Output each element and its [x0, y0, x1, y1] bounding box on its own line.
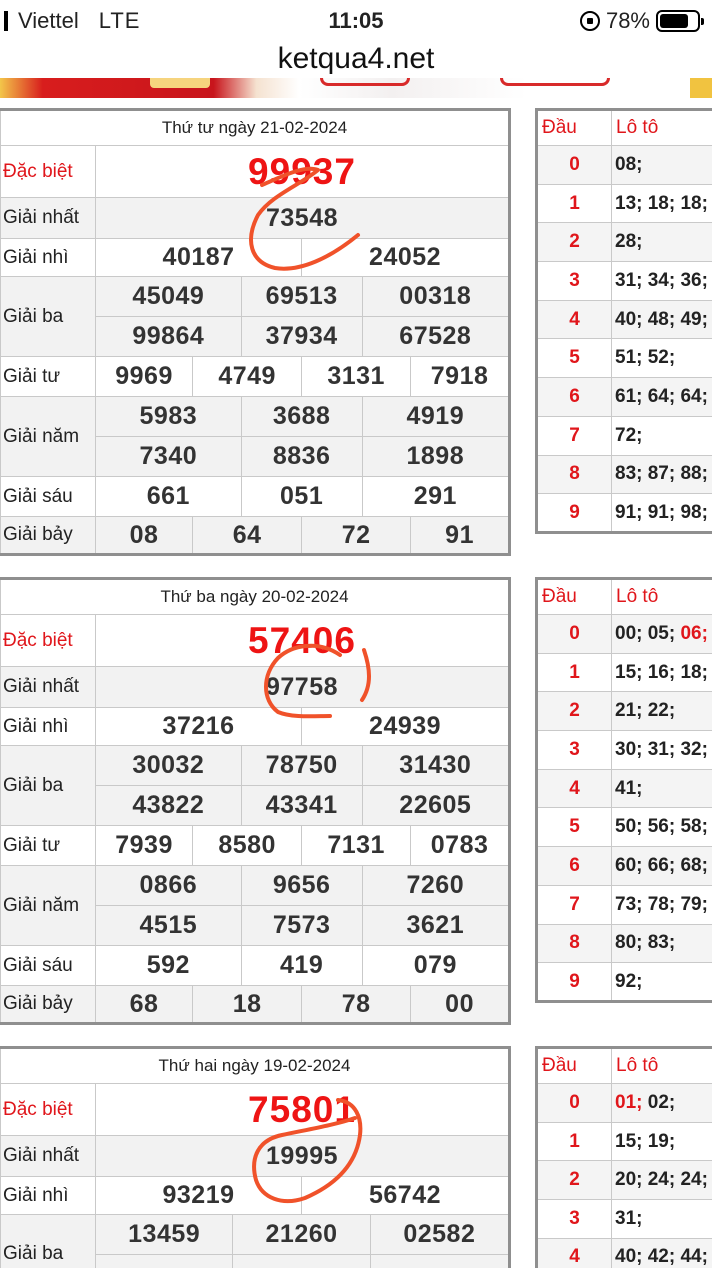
status-right — [580, 8, 700, 34]
loto-row — [537, 1161, 712, 1200]
loto-header: Lô tô — [612, 1048, 712, 1084]
loto-values — [612, 1238, 712, 1268]
dau-digit: 8 — [537, 924, 612, 963]
fifth-prize: 5983 — [96, 397, 242, 437]
fifth-prize: 0866 — [96, 866, 242, 906]
fourth-prize: 0783 — [411, 826, 510, 866]
loto-row — [537, 223, 712, 262]
loto-row — [537, 885, 712, 924]
third-prize: 30032 — [96, 746, 242, 786]
dau-digit: 1 — [537, 1122, 612, 1161]
third-prize: 22605 — [362, 786, 509, 826]
loto-row — [537, 731, 712, 770]
fifth-prize: 4515 — [96, 906, 242, 946]
fifth-prize: 9656 — [241, 866, 362, 906]
fifth-prize: 1898 — [362, 437, 509, 477]
label-dac-biet: Đặc biệt — [1, 146, 96, 198]
loto-text: 61; 64; 64; — [615, 385, 708, 407]
seventh-prize: 00 — [411, 986, 510, 1024]
loto-values — [612, 378, 712, 417]
label-giai-bay: Giải bảy — [1, 986, 96, 1024]
dau-digit: 2 — [537, 692, 612, 731]
loto-values — [612, 184, 712, 223]
first-prize: 19995 — [96, 1136, 510, 1177]
loto-values — [612, 885, 712, 924]
loto-text: 80; 83; — [615, 932, 676, 954]
loto-values — [612, 146, 712, 185]
fourth-prize: 7939 — [96, 826, 193, 866]
loto-values — [612, 692, 712, 731]
loto-text: 31; — [615, 1207, 643, 1229]
third-prize: 45049 — [96, 277, 242, 317]
loto-text: 31; 34; 36; — [615, 269, 708, 291]
status-bar — [0, 0, 712, 42]
label-giai-sau: Giải sáu — [1, 477, 96, 517]
dau-digit: 4 — [537, 300, 612, 339]
third-prize: 78750 — [241, 746, 362, 786]
loto-table — [535, 1046, 712, 1268]
label-giai-nhi: Giải nhì — [1, 708, 96, 746]
battery-percent: 78% — [605, 8, 650, 33]
loto-values — [612, 963, 712, 1002]
sixth-prize: 291 — [362, 477, 509, 517]
second-prize: 24052 — [302, 239, 510, 277]
loto-row — [537, 692, 712, 731]
sixth-prize: 079 — [362, 946, 509, 986]
loto-text: 13; 18; 18; — [615, 192, 708, 214]
loto-text: 28; — [615, 231, 643, 253]
fourth-prize: 3131 — [302, 357, 411, 397]
fourth-prize: 8580 — [193, 826, 302, 866]
loto-row — [537, 300, 712, 339]
third-prize: 69513 — [241, 277, 362, 317]
dau-digit: 9 — [537, 494, 612, 533]
second-prize: 24939 — [302, 708, 510, 746]
carrier-name: Viettel — [18, 8, 79, 33]
dau-digit: 3 — [537, 731, 612, 770]
draw-date: Thứ ba ngày 20-02-2024 — [1, 579, 510, 615]
loto-row — [537, 769, 712, 808]
loto-text: 73; 78; 79; — [615, 893, 708, 915]
loto-row — [537, 494, 712, 533]
label-dac-biet: Đặc biệt — [1, 615, 96, 667]
dau-digit: 0 — [537, 615, 612, 654]
dau-digit: 5 — [537, 339, 612, 378]
loto-values — [612, 1084, 712, 1123]
seventh-prize: 91 — [411, 517, 510, 555]
loto-text: 72; — [615, 424, 643, 446]
third-prize: 21260 — [233, 1215, 370, 1255]
loto-header: Lô tô — [612, 579, 712, 615]
result-block — [0, 577, 712, 1029]
loto-values — [612, 1200, 712, 1239]
label-giai-nhi: Giải nhì — [1, 1177, 96, 1215]
loto-text: 21; 22; — [615, 700, 676, 722]
loto-text: 91; 91; 98; — [615, 501, 708, 523]
dau-digit: 3 — [537, 1200, 612, 1239]
loto-values — [612, 615, 712, 654]
loto-text: 60; 66; 68; — [615, 854, 708, 876]
result-table — [0, 1046, 511, 1268]
loto-values — [612, 924, 712, 963]
third-prize: 31430 — [362, 746, 509, 786]
result-table — [0, 108, 511, 556]
dau-digit: 1 — [537, 184, 612, 223]
loto-row — [537, 262, 712, 301]
dau-header: Đầu — [537, 1048, 612, 1084]
second-prize: 93219 — [96, 1177, 302, 1215]
loto-values — [612, 455, 712, 494]
loto-header: Lô tô — [612, 110, 712, 146]
label-giai-nhi: Giải nhì — [1, 239, 96, 277]
second-prize: 56742 — [302, 1177, 510, 1215]
loto-row — [537, 1122, 712, 1161]
second-prize: 37216 — [96, 708, 302, 746]
dau-digit: 2 — [537, 1161, 612, 1200]
third-prize: 99864 — [96, 317, 242, 357]
second-prize: 40187 — [96, 239, 302, 277]
seventh-prize: 72 — [302, 517, 411, 555]
loto-text: 08; — [615, 153, 643, 175]
label-giai-ba: Giải ba — [1, 1215, 96, 1268]
seventh-prize: 08 — [96, 517, 193, 555]
sixth-prize: 419 — [241, 946, 362, 986]
third-prize: 67528 — [362, 317, 509, 357]
third-prize: 02582 — [370, 1215, 509, 1255]
loto-table — [535, 577, 712, 1003]
fifth-prize: 7340 — [96, 437, 242, 477]
seventh-prize: 68 — [96, 986, 193, 1024]
rotation-lock-icon — [580, 11, 600, 31]
fifth-prize: 7573 — [241, 906, 362, 946]
fifth-prize: 3688 — [241, 397, 362, 437]
loto-row — [537, 146, 712, 185]
loto-text: 15; 19; — [615, 1130, 676, 1152]
label-giai-nam: Giải năm — [1, 397, 96, 477]
dau-digit: 7 — [537, 885, 612, 924]
sixth-prize: 592 — [96, 946, 242, 986]
label-giai-nhat: Giải nhất — [1, 667, 96, 708]
dau-digit: 8 — [537, 455, 612, 494]
loto-row — [537, 847, 712, 886]
loto-values — [612, 1161, 712, 1200]
third-prize: 00318 — [362, 277, 509, 317]
loto-row — [537, 455, 712, 494]
dau-header: Đầu — [537, 110, 612, 146]
loto-row — [537, 1200, 712, 1239]
loto-text: 02; — [642, 1091, 676, 1113]
fifth-prize: 7260 — [362, 866, 509, 906]
loto-row — [537, 963, 712, 1002]
label-giai-nam: Giải năm — [1, 866, 96, 946]
loto-values — [612, 300, 712, 339]
dau-digit: 4 — [537, 769, 612, 808]
loto-row — [537, 924, 712, 963]
loto-text: 20; 24; 24; — [615, 1169, 708, 1191]
loto-values — [612, 223, 712, 262]
loto-row — [537, 808, 712, 847]
special-prize: 99937 — [96, 146, 510, 198]
loto-highlight: 06; — [680, 622, 708, 644]
dau-digit: 6 — [537, 847, 612, 886]
label-giai-ba: Giải ba — [1, 277, 96, 357]
result-block — [0, 1046, 712, 1268]
third-prize: 43341 — [241, 786, 362, 826]
dau-digit: 6 — [537, 378, 612, 417]
loto-text: 40; 42; 44; — [615, 1246, 708, 1268]
loto-row — [537, 378, 712, 417]
draw-date: Thứ hai ngày 19-02-2024 — [1, 1048, 510, 1084]
special-prize: 57406 — [96, 615, 510, 667]
loto-values — [612, 653, 712, 692]
dau-digit: 2 — [537, 223, 612, 262]
fourth-prize: 9969 — [96, 357, 193, 397]
loto-text: 30; 31; 32; — [615, 738, 708, 760]
loto-values — [612, 494, 712, 533]
dau-digit: 0 — [537, 1084, 612, 1123]
third-prize: 37934 — [241, 317, 362, 357]
loto-text: 40; 48; 49; — [615, 308, 708, 330]
loto-row — [537, 653, 712, 692]
loto-highlight: 01; — [615, 1091, 643, 1113]
loto-row — [537, 1238, 712, 1268]
special-prize: 75801 — [96, 1084, 510, 1136]
loto-values — [612, 1122, 712, 1161]
loto-table — [535, 108, 712, 534]
label-giai-ba: Giải ba — [1, 746, 96, 826]
loto-values — [612, 262, 712, 301]
loto-text: 83; 87; 88; — [615, 463, 708, 485]
network-type: LTE — [98, 8, 141, 33]
third-prize: 13459 — [96, 1215, 233, 1255]
ad-banner[interactable] — [0, 78, 712, 98]
url-bar[interactable]: ketqua4.net — [277, 42, 435, 75]
fourth-prize: 4749 — [193, 357, 302, 397]
dau-digit: 0 — [537, 146, 612, 185]
dau-digit: 7 — [537, 416, 612, 455]
battery-icon — [656, 10, 700, 32]
loto-values — [612, 808, 712, 847]
sixth-prize: 051 — [241, 477, 362, 517]
label-giai-nhat: Giải nhất — [1, 198, 96, 239]
dau-digit: 1 — [537, 653, 612, 692]
label-giai-bay: Giải bảy — [1, 517, 96, 555]
label-giai-tu: Giải tư — [1, 357, 96, 397]
loto-text: 41; — [615, 777, 643, 799]
label-giai-sau: Giải sáu — [1, 946, 96, 986]
result-table — [0, 577, 511, 1025]
loto-row — [537, 184, 712, 223]
result-block — [0, 108, 712, 560]
loto-values — [612, 847, 712, 886]
loto-row — [537, 1084, 712, 1123]
sixth-prize: 661 — [96, 477, 242, 517]
dau-digit: 9 — [537, 963, 612, 1002]
fifth-prize: 4919 — [362, 397, 509, 437]
dau-header: Đầu — [537, 579, 612, 615]
loto-row — [537, 615, 712, 654]
dau-digit: 3 — [537, 262, 612, 301]
loto-text: 00; 05; — [615, 622, 681, 644]
loto-text: 15; 16; 18; — [615, 661, 708, 683]
third-prize: 43822 — [96, 786, 242, 826]
loto-values — [612, 339, 712, 378]
loto-text: 92; — [615, 970, 643, 992]
loto-row — [537, 339, 712, 378]
label-dac-biet: Đặc biệt — [1, 1084, 96, 1136]
seventh-prize: 78 — [302, 986, 411, 1024]
fourth-prize: 7918 — [411, 357, 510, 397]
loto-row — [537, 416, 712, 455]
label-giai-tu: Giải tư — [1, 826, 96, 866]
fifth-prize: 3621 — [362, 906, 509, 946]
draw-date: Thứ tư ngày 21-02-2024 — [1, 110, 510, 146]
loto-values — [612, 416, 712, 455]
loto-text: 51; 52; — [615, 347, 676, 369]
loto-values — [612, 769, 712, 808]
loto-text: 50; 56; 58; — [615, 816, 708, 838]
fourth-prize: 7131 — [302, 826, 411, 866]
label-giai-nhat: Giải nhất — [1, 1136, 96, 1177]
fifth-prize: 8836 — [241, 437, 362, 477]
first-prize: 97758 — [96, 667, 510, 708]
clock: 11:05 — [328, 8, 384, 33]
seventh-prize: 64 — [193, 517, 302, 555]
first-prize: 73548 — [96, 198, 510, 239]
dau-digit: 4 — [537, 1238, 612, 1268]
dau-digit: 5 — [537, 808, 612, 847]
loto-values — [612, 731, 712, 770]
seventh-prize: 18 — [193, 986, 302, 1024]
